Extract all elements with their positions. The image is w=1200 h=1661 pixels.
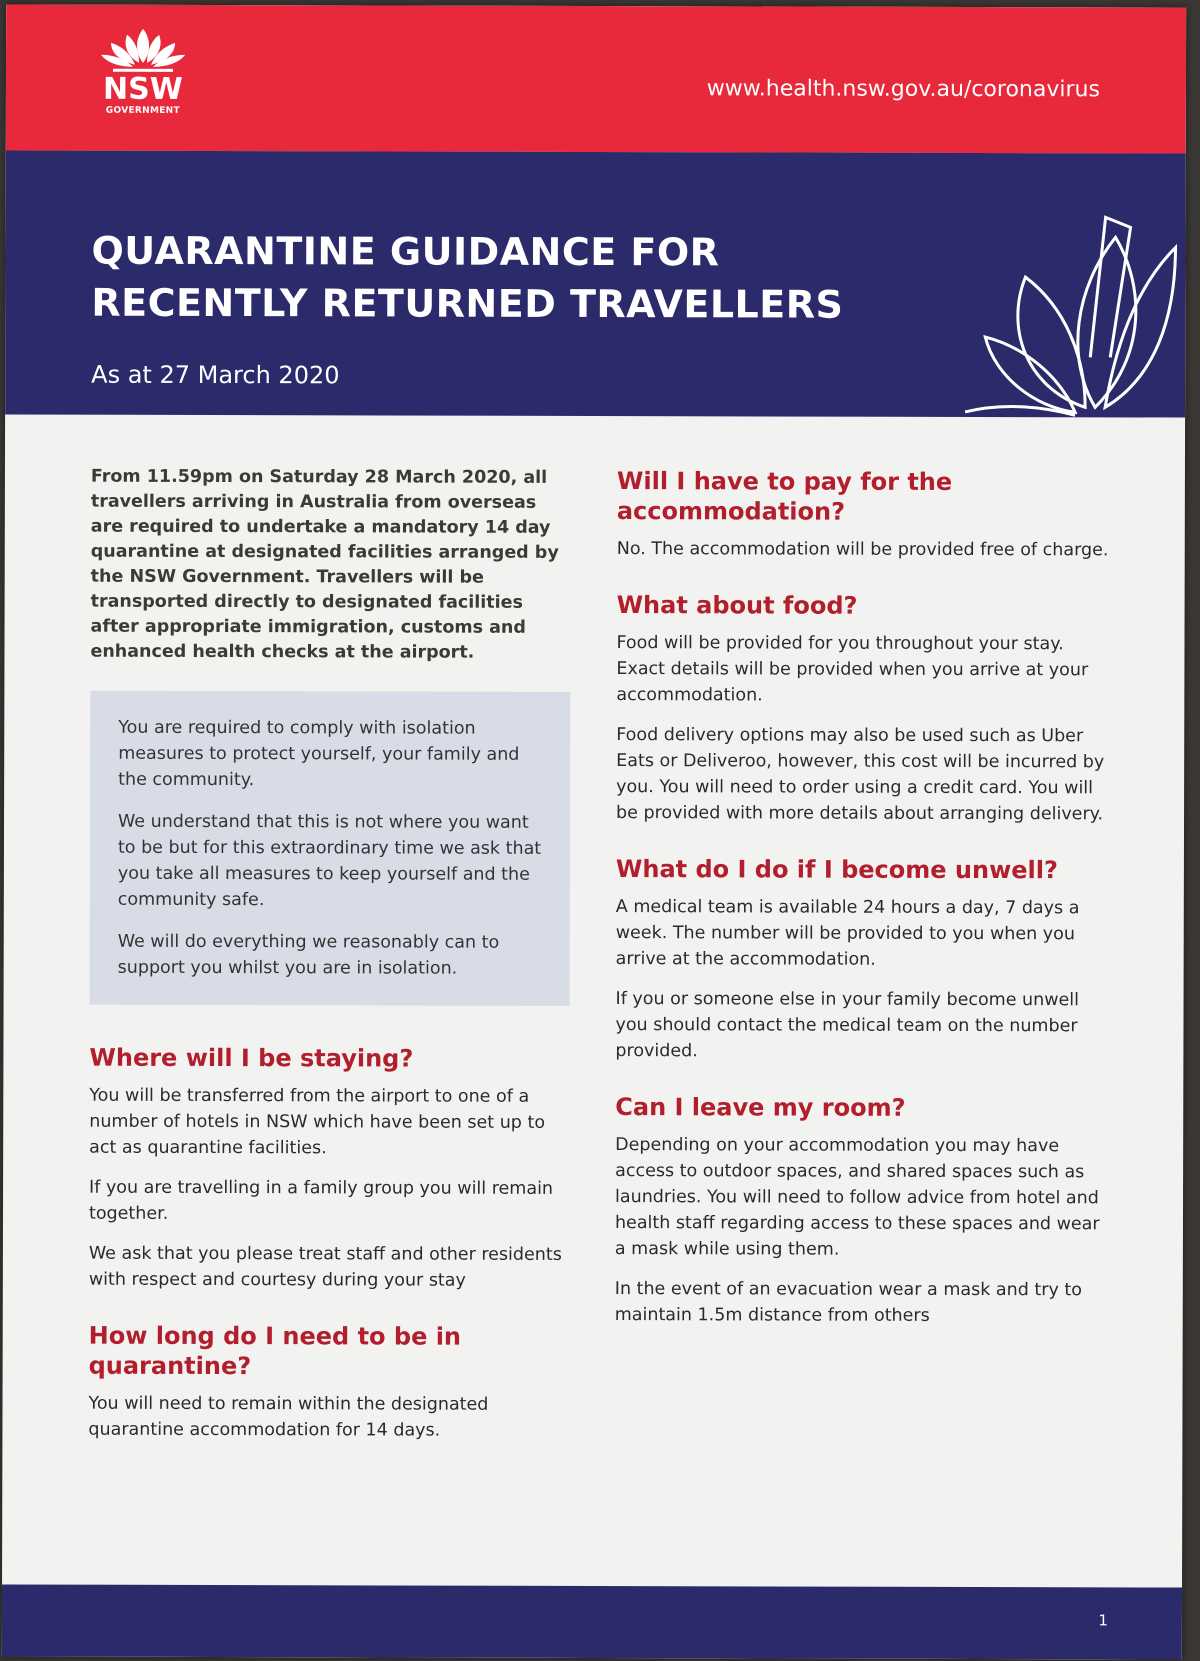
section-where-staying <box>89 1043 570 1294</box>
page-title <box>91 225 991 331</box>
section-pay-accommodation <box>617 466 1117 563</box>
document-date: As at 27 March 2020 <box>91 360 340 390</box>
logo-subtitle: GOVERNMENT <box>105 105 180 116</box>
section-unwell <box>615 854 1116 1065</box>
section-paragraph: A medical team is available 24 hours a day, 7 days a week. The number will be provided to you when you arrive at the accommodation. <box>615 897 1080 970</box>
section-food <box>616 590 1117 827</box>
left-column <box>88 465 571 1472</box>
section-paragraph: If you or someone else in your family become unwell you should contact the medical team on the number provided. <box>615 989 1080 1062</box>
section-paragraph: In the event of an evacuation wear a mask and try to maintain 1.5m distance from others <box>614 1279 1082 1326</box>
section-leave-room <box>615 1092 1116 1329</box>
section-heading: How long do I need to be in quarantine? <box>88 1321 462 1381</box>
callout-paragraph: We understand that this is not where you want to be but for this extraordinary time we ask that you take all measures to keep yourself and the community safe. <box>117 811 542 911</box>
callout-paragraph: You are required to comply with isolation measures to protect yourself, your family and the community. <box>118 717 520 791</box>
leaflet-page <box>2 4 1186 1659</box>
waratah-logo-icon <box>99 27 187 73</box>
section-paragraph: If you are travelling in a family group you will remain together. <box>88 1177 554 1224</box>
page-title-line-2: RECENTLY RETURNED TRAVELLERS <box>91 280 844 327</box>
intro-paragraph: From 11.59pm on Saturday 28 March 2020, all travellers arriving in Australia from overseas are required to undertake a mandatory 14 day quarantine at designated facilities arranged by the NSW Government. Travellers will be transported directly to designated facilities after appropriate immigration, customs and enhanced health checks at the airport. <box>90 466 559 663</box>
section-heading: Where will I be staying? <box>89 1043 414 1073</box>
section-how-long <box>88 1321 568 1444</box>
website-url: www.health.nsw.gov.au/coronavirus <box>706 76 1100 103</box>
section-heading: What about food? <box>616 591 858 620</box>
footer-band <box>2 1584 1182 1659</box>
section-paragraph: No. The accommodation will be provided free of charge. <box>616 539 1109 561</box>
waratah-outline-graphic <box>945 207 1186 418</box>
section-heading: What do I do if I become unwell? <box>615 855 1058 885</box>
title-band <box>5 150 1186 417</box>
section-paragraph: You will need to remain within the designated quarantine accommodation for 14 days. <box>88 1393 489 1441</box>
section-paragraph: You will be transferred from the airport to one of a number of hotels in NSW which have been set up to act as quarantine facilities. <box>89 1085 546 1159</box>
section-heading: Will I have to pay for the accommodation? <box>616 467 953 526</box>
header-band <box>6 4 1186 153</box>
nsw-government-logo <box>88 27 198 116</box>
logo-wordmark: NSW <box>102 71 183 107</box>
page-title-line-1: QUARANTINE GUIDANCE FOR <box>91 228 720 275</box>
callout-paragraph: We will do everything we reasonably can to support you whilst you are in isolation. <box>117 931 500 979</box>
page-number: 1 <box>1098 1611 1108 1630</box>
section-paragraph: Depending on your accommodation you may have access to outdoor spaces, and shared spaces such as laundries. You will need to follow advice from hotel and health staff regarding access to these spaces and wear a mask while using them. <box>614 1135 1100 1260</box>
section-paragraph: Food delivery options may also be used such as Uber Eats or Deliveroo, however, this cost will be incurred by you. You will need to order using a credit card. You will be provided with more details about arranging delivery. <box>616 725 1105 825</box>
right-column <box>615 466 1117 1357</box>
section-paragraph: Food will be provided for you throughout your stay. Exact details will be provided when you arrive at your accommodation. <box>616 633 1089 706</box>
section-paragraph: We ask that you please treat staff and other residents with respect and courtesy during your stay <box>88 1243 562 1291</box>
section-heading: Can I leave my room? <box>615 1093 906 1122</box>
callout-box <box>90 691 571 1006</box>
